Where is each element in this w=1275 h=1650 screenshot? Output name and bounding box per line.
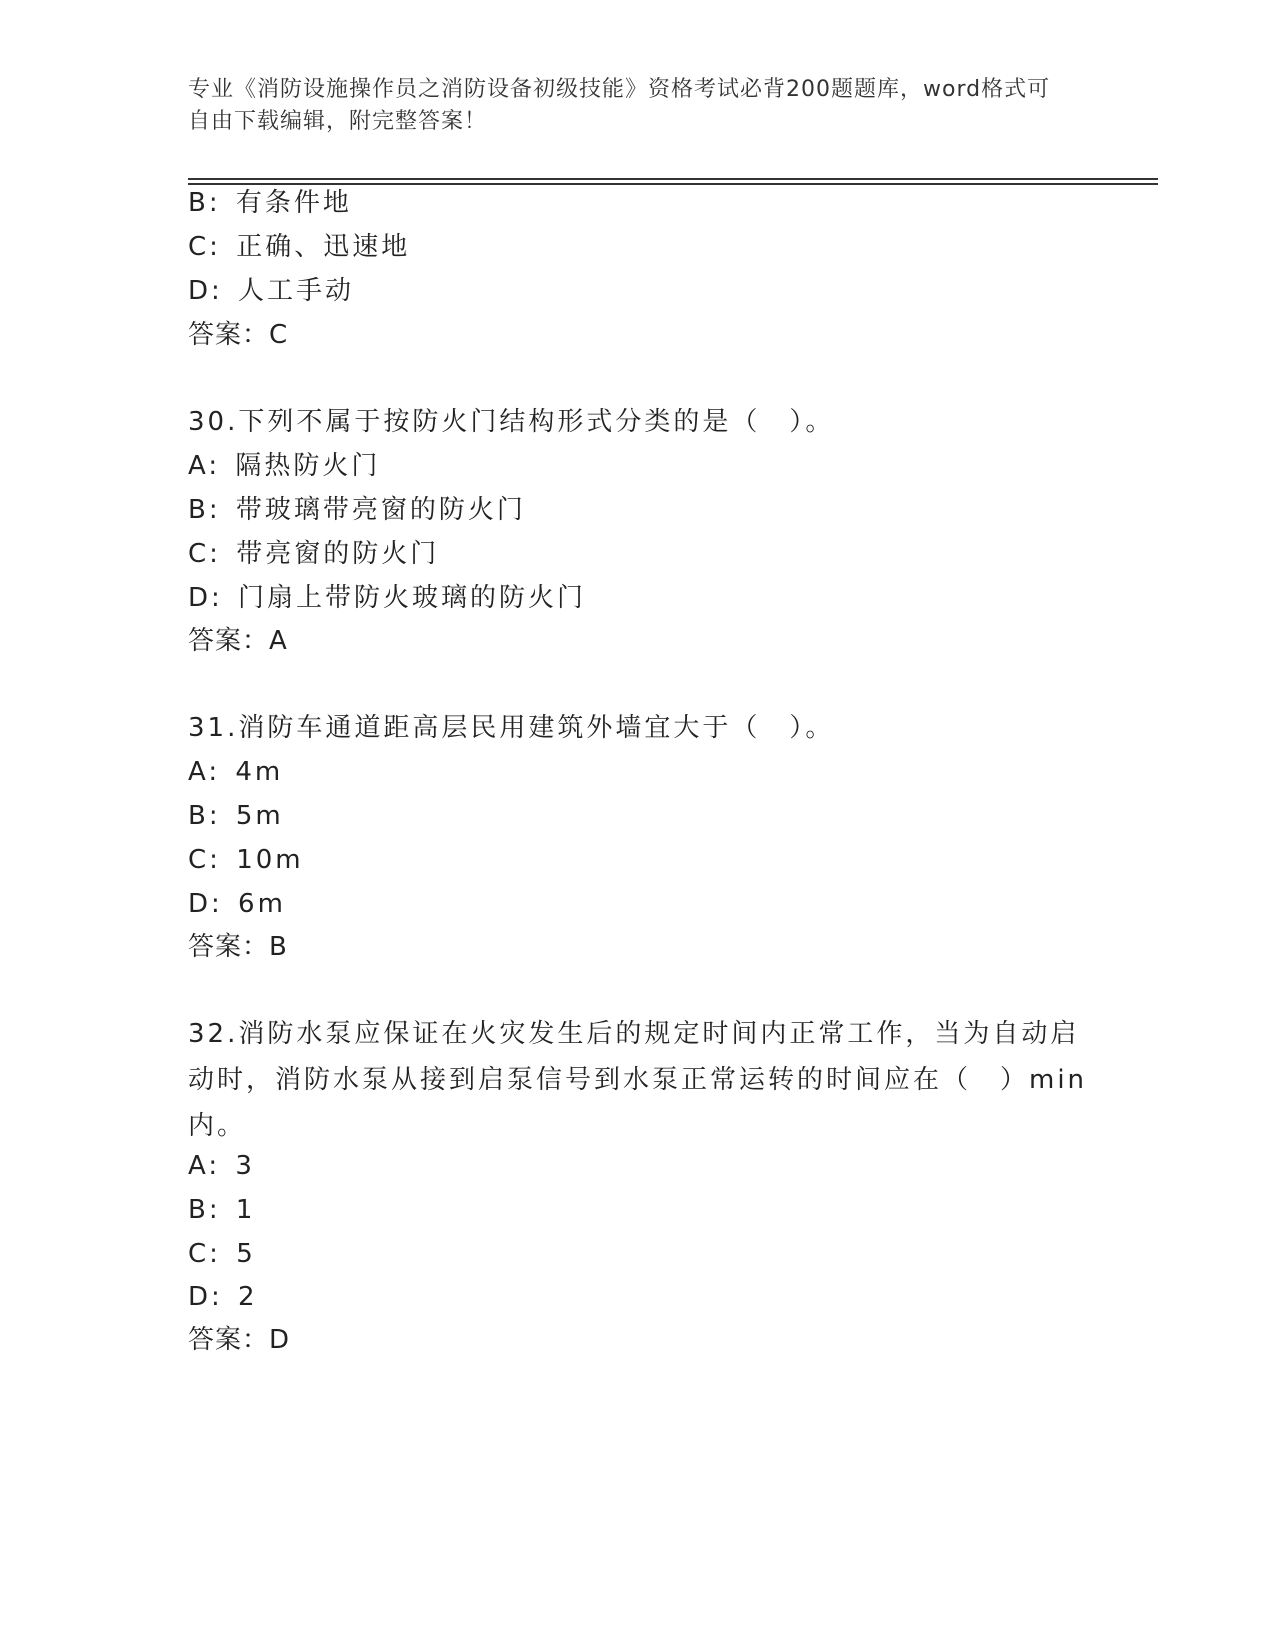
option-key: C: — [188, 845, 221, 875]
option-text: 带亮窗的防火门 — [236, 539, 440, 569]
option-key: C: — [188, 1239, 221, 1269]
option-line — [188, 793, 284, 839]
option-text: 2 — [238, 1282, 258, 1312]
option-line — [188, 575, 586, 621]
option-key: A: — [188, 1151, 221, 1181]
answer-line: 答案：B — [188, 932, 288, 962]
option-key: D: — [188, 1282, 223, 1312]
option-text: 有条件地 — [235, 188, 352, 218]
option-text: 人工手动 — [238, 276, 355, 306]
answer-line: 答案：A — [188, 626, 288, 656]
option-line — [188, 837, 304, 883]
option-line — [188, 180, 352, 226]
option-line — [188, 1143, 255, 1189]
option-line — [188, 531, 439, 577]
answer-line: 答案：D — [188, 1325, 291, 1355]
option-line — [188, 443, 380, 489]
option-text: 5 — [236, 1239, 256, 1269]
question-stem: 31.消防车通道距高层民用建筑外墙宜大于（ ）。 — [188, 713, 835, 743]
option-text: 带玻璃带亮窗的防火门 — [235, 495, 526, 525]
document-header: 专业《消防设施操作员之消防设备初级技能》资格考试必背200题题库，word格式可自由下载编辑，附完整答案！ — [188, 77, 1051, 134]
option-key: B: — [188, 1195, 221, 1225]
option-key: A: — [188, 757, 221, 787]
option-text: 6m — [238, 889, 286, 919]
option-line — [188, 224, 410, 270]
option-key: D: — [188, 583, 223, 613]
option-text: 隔热防火门 — [235, 451, 381, 481]
option-key: A: — [188, 451, 221, 481]
option-key: C: — [188, 232, 221, 262]
option-text: 5m — [235, 801, 284, 831]
option-line — [188, 1187, 255, 1233]
question-stem: 32.消防水泵应保证在火灾发生后的规定时间内正常工作，当为自动启动时，消防水泵从接到启泵信号到水泵正常运转的时间应在（ ）min内。 — [188, 1019, 1088, 1141]
option-text: 3 — [235, 1151, 255, 1181]
question-stem: 30.下列不属于按防火门结构形式分类的是（ ）。 — [188, 407, 835, 437]
option-line — [188, 881, 286, 927]
option-text: 10m — [236, 845, 304, 875]
option-text: 正确、迅速地 — [236, 232, 411, 262]
option-key: B: — [188, 495, 221, 525]
option-text: 门扇上带防火玻璃的防火门 — [238, 583, 587, 613]
option-line — [188, 268, 354, 314]
option-text: 1 — [235, 1195, 256, 1225]
option-line — [188, 749, 283, 795]
option-line — [188, 487, 526, 533]
option-key: B: — [188, 188, 221, 218]
option-key: B: — [188, 801, 221, 831]
answer-line: 答案：C — [188, 320, 289, 350]
option-key: C: — [188, 539, 221, 569]
option-key: D: — [188, 889, 223, 919]
option-line — [188, 1274, 258, 1320]
option-line — [188, 1231, 256, 1277]
option-key: D: — [188, 276, 223, 306]
option-text: 4m — [235, 757, 284, 787]
